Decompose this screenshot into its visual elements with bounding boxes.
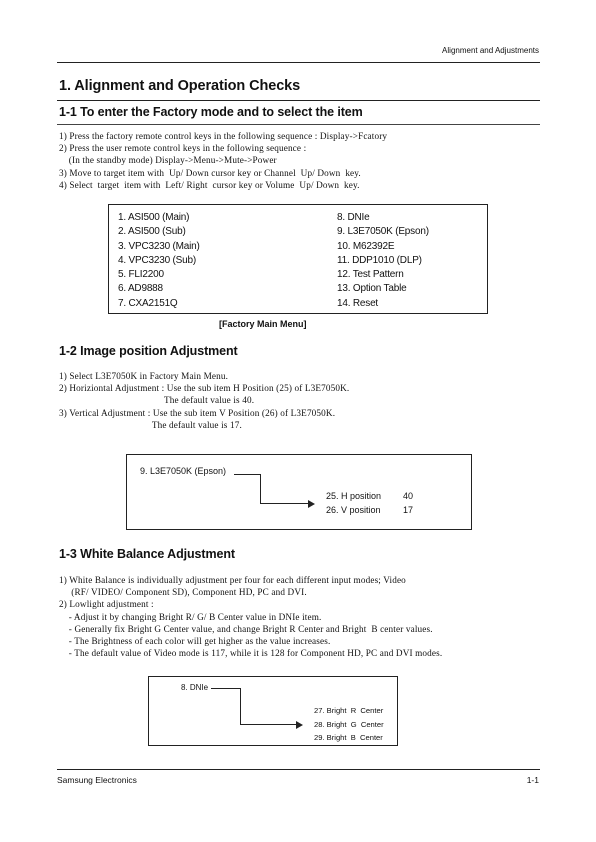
sub-item-label: 28. Bright G Center <box>314 719 384 729</box>
menu-item: 3. VPC3230 (Main) <box>118 240 200 252</box>
menu-item: 14. Reset <box>337 297 379 309</box>
menu-item: 10. M62392E <box>337 240 395 252</box>
step-line: 1) Select L3E7050K in Factory Main Menu. <box>59 371 229 381</box>
sub-item-label: 26. V position <box>326 505 381 515</box>
diagram-parent-item: 8. DNIe <box>181 683 209 692</box>
page-number: 1-1 <box>526 775 539 785</box>
menu-caption: [Factory Main Menu] <box>219 319 307 329</box>
step-line: 2) Lowlight adjustment : <box>59 599 154 610</box>
step-line: 4) Select target item with Left/ Right cursor key or Volume Up/ Down key. <box>59 179 360 190</box>
sub-item-value: 40 <box>403 491 414 501</box>
menu-item: 1. ASI500 (Main) <box>118 212 190 223</box>
step-line: The default value is 17. <box>59 419 242 430</box>
step-line: 3) Vertical Adjustment : Use the sub item V Position (26) of L3E7050K. <box>59 407 336 418</box>
connector-line <box>260 474 261 504</box>
section-1-1-rule <box>57 124 540 125</box>
step-line: 1) Press the factory remote control keys in the following sequence : Display->Fcatory <box>59 131 388 141</box>
sub-item-label: 27. Bright R Center <box>314 706 384 715</box>
connector-line <box>211 688 240 689</box>
factory-main-menu-box <box>108 204 488 314</box>
step-line: 1) White Balance is individually adjustment per four for each different input modes; Video <box>59 575 406 585</box>
menu-item: 8. DNIe <box>337 212 370 223</box>
menu-item: 7. CXA2151Q <box>118 297 178 309</box>
sub-item-list <box>326 489 381 517</box>
step-line: 2) Press the user remote control keys in the following sequence : <box>59 143 307 154</box>
diagram-parent-item: 9. L3E7050K (Epson) <box>140 466 227 476</box>
sub-item-list <box>314 704 384 745</box>
section-1-3-steps <box>59 574 442 659</box>
step-line: - Adjust it by changing Bright R/ G/ B Center value in DNIe item. <box>59 611 322 622</box>
sub-item-values <box>403 489 413 517</box>
menu-item: 5. FLI2200 <box>118 269 164 281</box>
arrow-icon <box>296 721 303 729</box>
menu-left-column <box>118 211 200 311</box>
sub-item-label: 25. H position <box>326 491 382 501</box>
sub-item-label: 29. Bright B Center <box>314 733 383 742</box>
header-rule <box>57 62 540 63</box>
connector-line <box>234 474 260 475</box>
menu-item: 2. ASI500 (Sub) <box>118 226 186 238</box>
step-line: 3) Move to target item with Up/ Down cursor key or Channel Up/ Down key. <box>59 167 361 178</box>
page-title: 1. Alignment and Operation Checks <box>59 78 301 94</box>
step-line: (RF/ VIDEO/ Component SD), Component HD, PC and DVI. <box>59 587 307 598</box>
section-1-1-heading: 1-1 To enter the Factory mode and to select the item <box>59 105 363 119</box>
menu-right-column <box>337 211 429 311</box>
dnie-diagram <box>148 676 398 746</box>
menu-item: 12. Test Pattern <box>337 269 404 281</box>
step-line: - The default value of Video mode is 117, while it is 128 for Component HD, PC and DVI modes. <box>59 648 443 659</box>
connector-line <box>260 503 310 504</box>
image-position-diagram <box>126 454 472 530</box>
menu-item: 6. AD9888 <box>118 283 163 295</box>
running-header: Alignment and Adjustments <box>442 46 539 55</box>
step-line: - Generally fix Bright G Center value, and change Bright R Center and Bright B center values. <box>59 623 433 634</box>
footer-rule <box>57 769 540 770</box>
connector-line <box>240 724 298 725</box>
footer-company: Samsung Electronics <box>57 775 137 785</box>
menu-item: 9. L3E7050K (Epson) <box>337 226 429 238</box>
arrow-icon <box>308 500 315 508</box>
title-rule <box>57 100 540 101</box>
section-1-2-steps <box>59 370 349 431</box>
step-line: 2) Horiziontal Adjustment : Use the sub item H Position (25) of L3E7050K. <box>59 383 350 394</box>
section-1-1-steps <box>59 130 387 191</box>
step-line: The default value is 40. <box>59 395 255 406</box>
section-1-3-heading: 1-3 White Balance Adjustment <box>59 547 235 561</box>
menu-item: 13. Option Table <box>337 283 407 295</box>
menu-item: 4. VPC3230 (Sub) <box>118 254 196 266</box>
step-line: - The Brightness of each color will get higher as the value increases. <box>59 636 331 647</box>
menu-item: 11. DDP1010 (DLP) <box>337 254 422 266</box>
connector-line <box>240 688 241 725</box>
step-line: (In the standby mode) Display->Menu->Mute->Power <box>59 155 277 166</box>
section-1-2-heading: 1-2 Image position Adjustment <box>59 344 238 358</box>
sub-item-value: 17 <box>403 505 414 515</box>
